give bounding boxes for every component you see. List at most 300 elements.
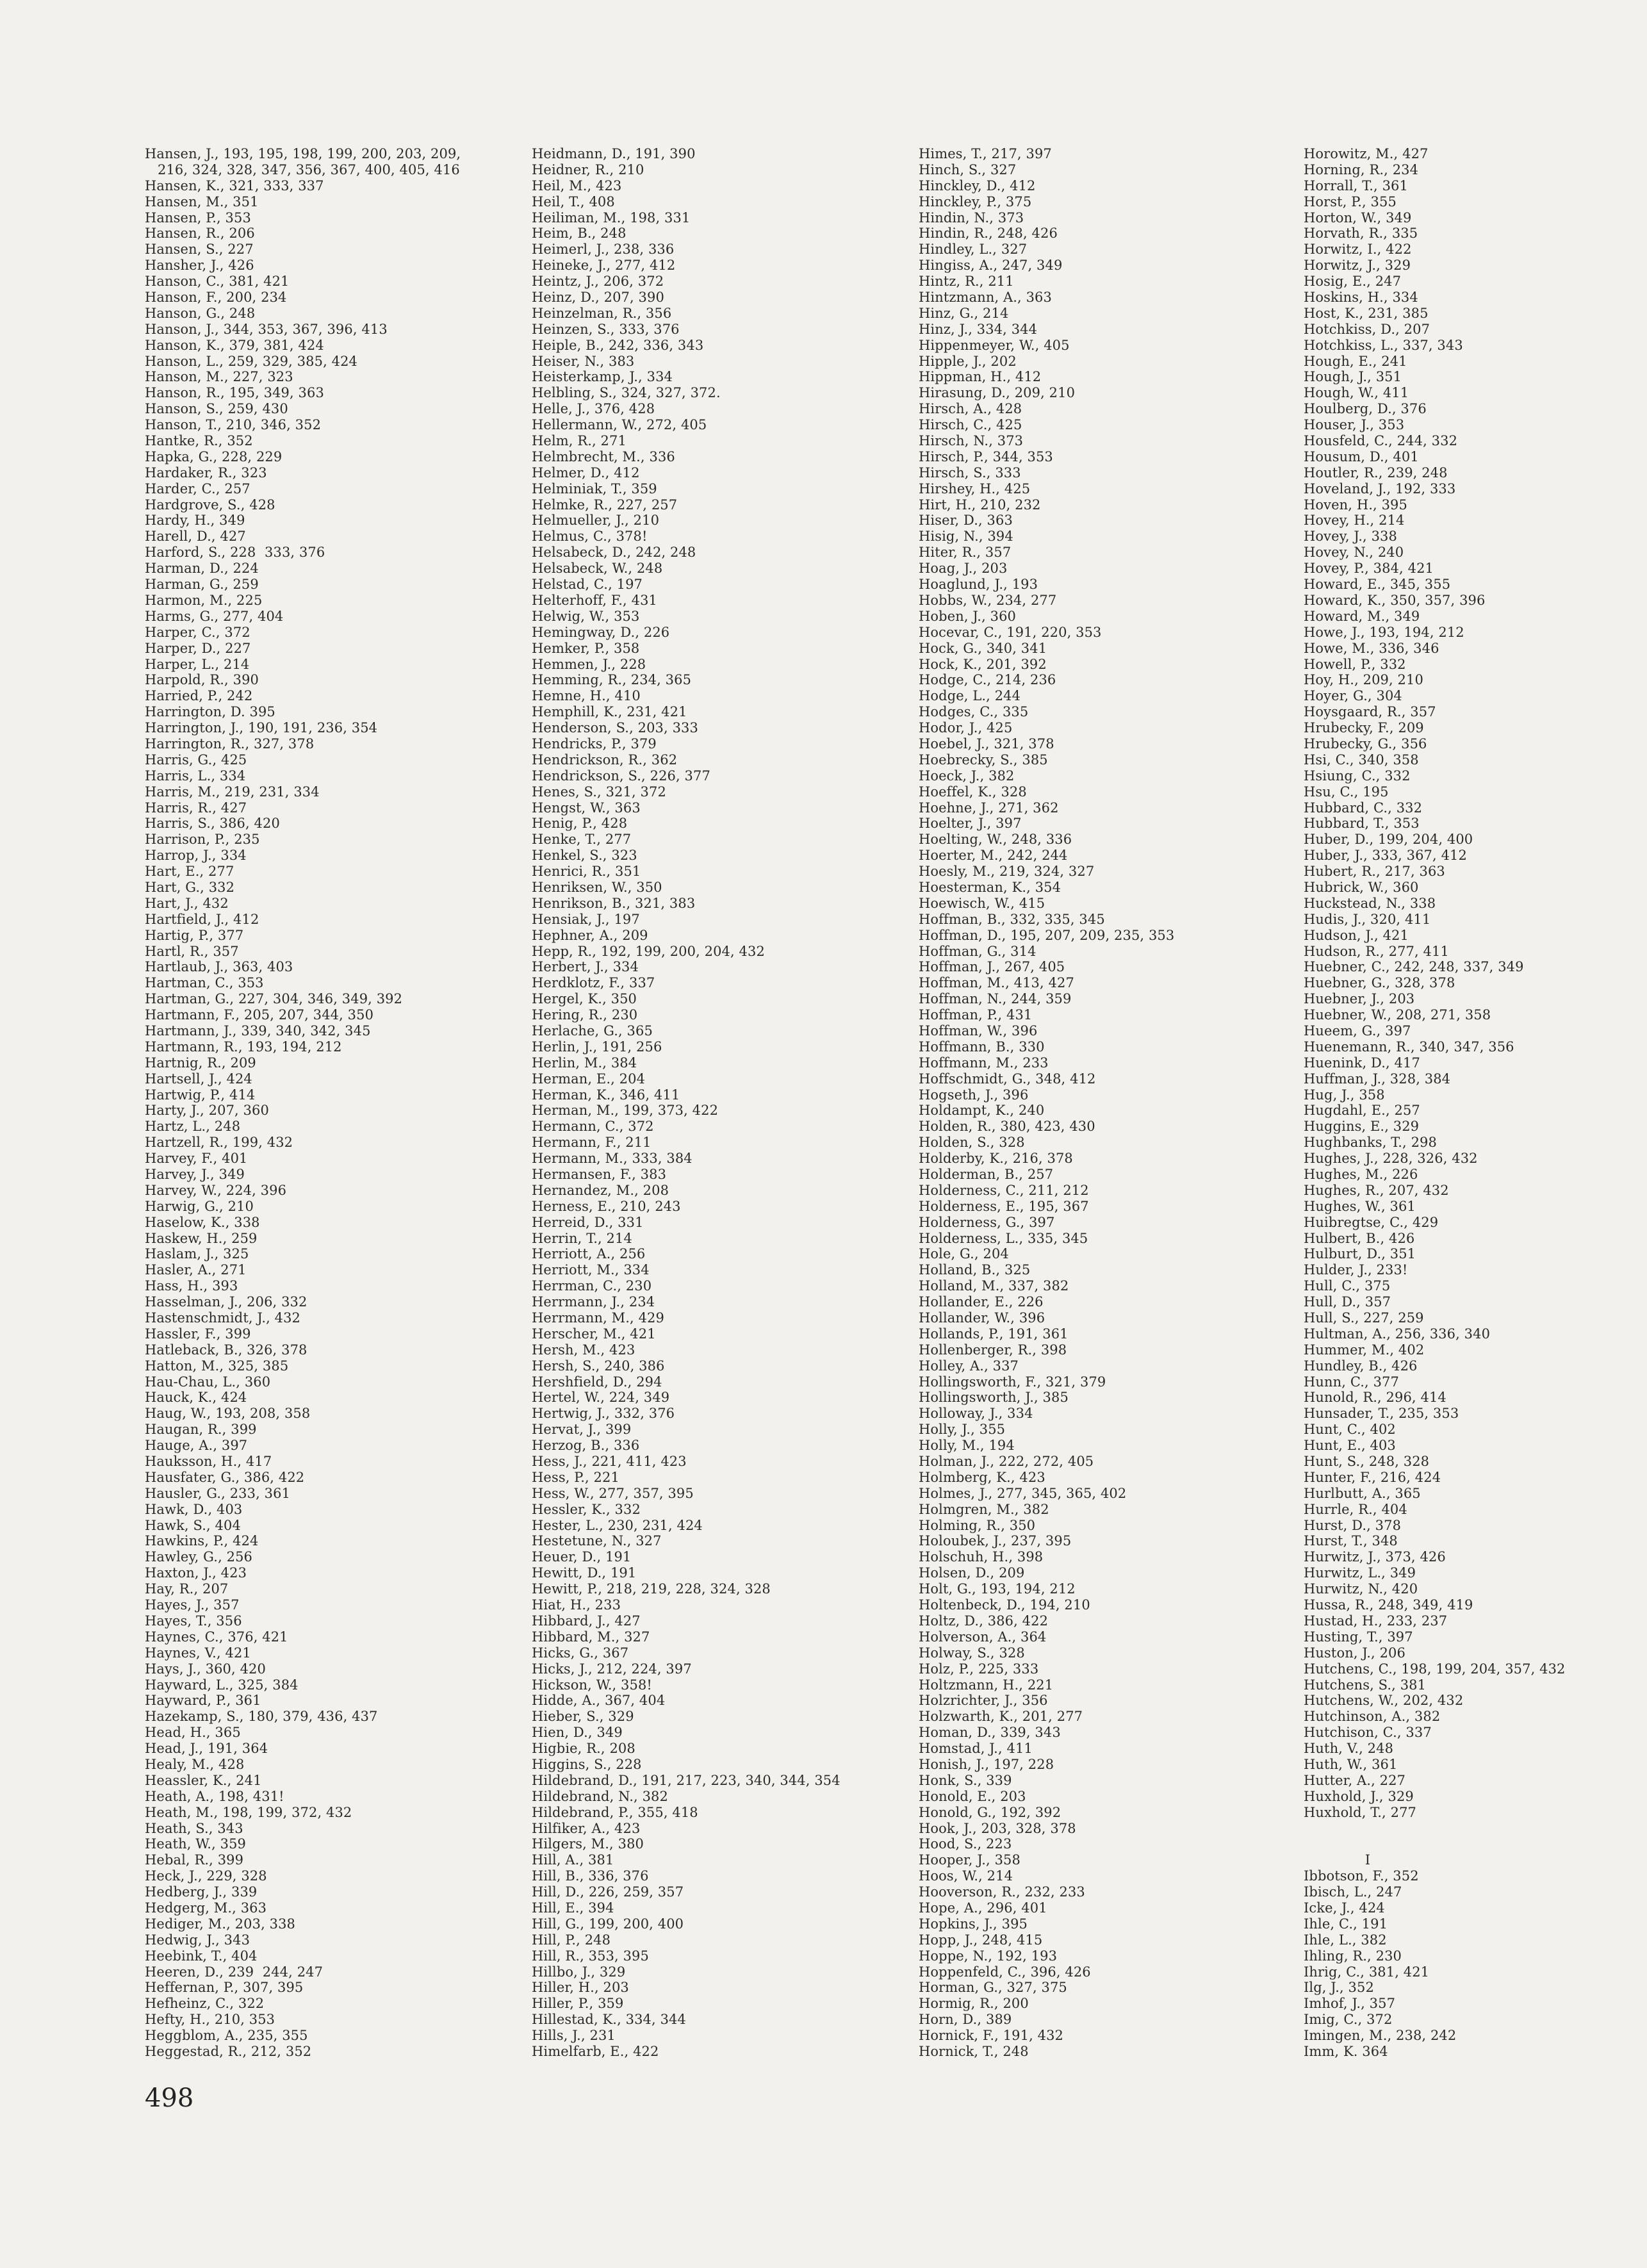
index-entry: Hudson, R., 277, 411	[1304, 943, 1449, 959]
index-entry: Healy, M., 428	[145, 1756, 245, 1772]
index-entry: Harrop, J., 334	[145, 848, 247, 864]
index-entry: Hingiss, A., 247, 349	[919, 258, 1063, 274]
index-entry: Hazekamp, S., 180, 379, 436, 437	[145, 1709, 378, 1725]
index-entry: Hocevar, C., 191, 220, 353	[919, 624, 1102, 640]
index-entry: Hurst, D., 378	[1304, 1517, 1402, 1533]
index-entry: Herlin, J., 191, 256	[532, 1039, 662, 1055]
index-entry: Hartman, C., 353	[145, 975, 264, 991]
index-entry: Horvath, R., 335	[1304, 226, 1418, 242]
index-entry: Hirsch, N., 373	[919, 433, 1024, 449]
index-entry: Hoos, W., 214	[919, 1868, 1013, 1884]
index-entry: Hayes, J., 357	[145, 1597, 240, 1613]
section-letter: I	[1364, 1852, 1371, 1868]
index-entry: Higgins, S., 228	[532, 1756, 642, 1772]
index-entry: Hemker, P., 358	[532, 640, 640, 656]
index-entry: Hoy, H., 209, 210	[1304, 672, 1423, 688]
index-entry: Hulbert, B., 426	[1304, 1230, 1415, 1246]
index-entry: Heck, J., 229, 328	[145, 1868, 267, 1884]
page-number: 498	[145, 2083, 194, 2113]
index-entry: Huenemann, R., 340, 347, 356	[1304, 1039, 1514, 1055]
index-entry: Herscher, M., 421	[532, 1326, 656, 1342]
index-entry: Holly, M., 194	[919, 1438, 1015, 1454]
index-entry: Hummer, M., 402	[1304, 1342, 1425, 1358]
index-column-3	[919, 146, 1174, 2060]
index-entry: Hill, P., 248	[532, 1932, 611, 1948]
index-entry: Hill, G., 199, 200, 400	[532, 1916, 684, 1932]
index-entry: Honk, S., 339	[919, 1772, 1012, 1788]
index-entry: Hefty, H., 210, 353	[145, 2012, 275, 2028]
index-entry: Helmer, D., 412	[532, 464, 640, 481]
index-entry: Hughes, M., 226	[1304, 1167, 1418, 1182]
index-entry: Holmes, J., 277, 345, 365, 402	[919, 1485, 1127, 1501]
index-entry: Hephner, A., 209	[532, 927, 648, 943]
index-entry: Heath, W., 359	[145, 1836, 246, 1852]
index-entry: Hessler, K., 332	[532, 1501, 641, 1517]
index-entry: Holsen, D., 209	[919, 1565, 1025, 1581]
index-entry: Hartmann, R., 193, 194, 212	[145, 1039, 342, 1055]
index-entry: Hunt, S., 248, 328	[1304, 1454, 1430, 1470]
index-entry: Hemingway, D., 226	[532, 624, 670, 640]
index-entry: Harried, P., 242	[145, 688, 253, 704]
index-column-1	[145, 146, 461, 2060]
index-entry: Hinckley, D., 412	[919, 177, 1036, 193]
index-entry: Hefheinz, C., 322	[145, 1996, 265, 2012]
index-entry: Hanson, R., 195, 349, 363	[145, 385, 324, 401]
index-entry: Hoffman, B., 332, 335, 345	[919, 911, 1105, 927]
index-entry: Hunt, E., 403	[1304, 1438, 1396, 1454]
index-entry: Hoben, J., 360	[919, 608, 1016, 624]
index-entry: Himelfarb, E., 422	[532, 2043, 659, 2059]
index-entry: Hulder, J., 233!	[1304, 1262, 1408, 1278]
index-entry: Hollander, E., 226	[919, 1294, 1044, 1310]
index-entry: Hoffman, N., 244, 359	[919, 991, 1072, 1007]
index-entry: Herzog, B., 336	[532, 1438, 640, 1454]
index-entry: Herness, E., 210, 243	[532, 1198, 681, 1214]
index-entry: Hunn, C., 377	[1304, 1374, 1399, 1390]
index-entry: Heinzelman, R., 356	[532, 305, 672, 321]
index-entry: Hapka, G., 228, 229	[145, 448, 283, 464]
index-entry: Huxhold, J., 329	[1304, 1788, 1414, 1804]
index-entry: Holzrichter, J., 356	[919, 1693, 1048, 1709]
index-entry: Hansen, S., 227	[145, 242, 254, 258]
index-entry: Hoffschmidt, G., 348, 412	[919, 1071, 1096, 1087]
index-entry: Hartlaub, J., 363, 403	[145, 959, 293, 975]
index-entry: Hurst, T., 348	[1304, 1533, 1398, 1549]
index-entry: Hoebel, J., 321, 378	[919, 735, 1054, 752]
index-entry: Hosig, E., 247	[1304, 274, 1402, 290]
index-entry: Heath, M., 198, 199, 372, 432	[145, 1804, 352, 1820]
index-entry: Imhof, J., 357	[1304, 1996, 1396, 2012]
index-entry: Helsabeck, W., 248	[532, 561, 663, 577]
index-entry: Heidner, R., 210	[532, 161, 644, 177]
index-entry: Holzwarth, K., 201, 277	[919, 1709, 1083, 1725]
index-entry: Hough, J., 351	[1304, 369, 1402, 385]
index-entry: Hanson, K., 379, 381, 424	[145, 337, 324, 353]
index-entry: Heath, S., 343	[145, 1820, 243, 1836]
index-entry: Holderby, K., 216, 378	[919, 1151, 1073, 1167]
index-entry: Hart, E., 277	[145, 864, 234, 880]
index-entry: Huckstead, N., 338	[1304, 895, 1436, 911]
index-entry: Heuer, D., 191	[532, 1549, 632, 1565]
index-entry: Hotchkiss, D., 207	[1304, 321, 1430, 337]
index-entry: Hugdahl, E., 257	[1304, 1103, 1420, 1119]
index-entry: Hershfield, D., 294	[532, 1374, 662, 1390]
index-entry: Hewitt, D., 191	[532, 1565, 637, 1581]
index-entry: Hedgerg, M., 363	[145, 1900, 267, 1916]
index-entry: Head, H., 365	[145, 1725, 241, 1741]
index-entry: Holverson, A., 364	[919, 1629, 1047, 1645]
index-entry: Hertel, W., 224, 349	[532, 1390, 670, 1406]
index-entry: Hawkins, P., 424	[145, 1533, 259, 1549]
index-entry: Holden, R., 380, 423, 430	[919, 1119, 1095, 1135]
index-entry: Hinckley, P., 375	[919, 193, 1032, 210]
index-entry: Hope, A., 296, 401	[919, 1900, 1047, 1916]
index-entry: Hill, E., 394	[532, 1900, 614, 1916]
index-entry: Hedwig, J., 343	[145, 1932, 250, 1948]
index-entry: Horst, P., 355	[1304, 193, 1397, 210]
index-entry: Heinzen, S., 333, 376	[532, 321, 680, 337]
index-entry: Hayes, T., 356	[145, 1613, 242, 1629]
index-entry: Huxhold, T., 277	[1304, 1804, 1416, 1820]
index-entry: Hansen, K., 321, 333, 337	[145, 177, 324, 193]
index-entry: Heiple, B., 242, 336, 343	[532, 337, 704, 353]
index-entry: Heebink, T., 404	[145, 1948, 258, 1964]
index-entry: Hsu, C., 195	[1304, 784, 1389, 800]
index-entry: Hoppe, N., 192, 193	[919, 1948, 1058, 1964]
index-entry: Hieber, S., 329	[532, 1709, 634, 1725]
index-entry: Harell, D., 427	[145, 529, 246, 545]
index-entry: Horowitz, M., 427	[1304, 146, 1429, 161]
index-entry: Herrmann, J., 234	[532, 1294, 655, 1310]
index-entry: Hoerter, M., 242, 244	[919, 848, 1068, 864]
index-entry: Hoffman, G., 314	[919, 943, 1037, 959]
index-entry: Hintz, R., 211	[919, 274, 1014, 290]
index-entry: Hinz, G., 214	[919, 305, 1009, 321]
index-entry: Heineke, J., 277, 412	[532, 258, 676, 274]
index-entry: Herriott, A., 256	[532, 1246, 646, 1262]
index-entry: Hollingsworth, J., 385	[919, 1390, 1069, 1406]
index-entry: Housum, D., 401	[1304, 448, 1419, 464]
index-entry: Horwitz, I., 422	[1304, 242, 1412, 258]
index-entry: Hiter, R., 357	[919, 545, 1012, 561]
index-entry: Hansen, R., 206	[145, 226, 255, 242]
index-entry: Heimerl, J., 238, 336	[532, 242, 675, 258]
index-entry: Hendricks, P., 379	[532, 735, 657, 752]
index-entry: Hudis, J., 320, 411	[1304, 911, 1431, 927]
index-entry: Heggestad, R., 212, 352	[145, 2043, 312, 2059]
index-entry: Hock, K., 201, 392	[919, 656, 1047, 672]
index-entry: Hughes, R., 207, 432	[1304, 1182, 1449, 1198]
index-entry: Hiller, H., 203	[532, 1980, 629, 1996]
index-entry: Hisig, N., 394	[919, 529, 1013, 545]
index-entry: Heim, B., 248	[532, 226, 627, 242]
spacer	[1304, 1821, 1566, 1837]
spacer	[1304, 1836, 1566, 1852]
index-entry: Herman, E., 204	[532, 1071, 646, 1087]
index-entry: Helmus, C., 378!	[532, 529, 648, 545]
index-entry: Hovey, P., 384, 421	[1304, 561, 1434, 577]
index-entry: Hediger, M., 203, 338	[145, 1916, 295, 1932]
index-entry: Housfeld, C., 244, 332	[1304, 433, 1458, 449]
index-entry: Holley, A., 337	[919, 1358, 1019, 1374]
index-entry: Hoffman, W., 396	[919, 1023, 1038, 1039]
index-entry: Holschuh, H., 398	[919, 1549, 1044, 1565]
index-entry: Huth, V., 248	[1304, 1741, 1394, 1757]
index-entry: Helmbrecht, M., 336	[532, 448, 675, 464]
index-entry: Hogseth, J., 396	[919, 1087, 1029, 1103]
index-entry: Husting, T., 397	[1304, 1629, 1413, 1645]
index-entry: Hengst, W., 363	[532, 800, 641, 816]
index-entry: Heeren, D., 239 244, 247	[145, 1964, 324, 1980]
index-entry: Hoehne, J., 271, 362	[919, 800, 1059, 816]
index-entry: Herman, M., 199, 373, 422	[532, 1103, 719, 1119]
index-entry: Heassler, K., 241	[145, 1772, 262, 1788]
index-entry: Hausler, G., 233, 361	[145, 1485, 291, 1501]
index-entry: Hemming, R., 234, 365	[532, 672, 692, 688]
index-entry: Hollingsworth, F., 321, 379	[919, 1374, 1106, 1390]
index-entry: Huebner, W., 208, 271, 358	[1304, 1007, 1491, 1023]
index-entry: Hoag, J., 203	[919, 561, 1008, 577]
index-entry: Hersh, M., 423	[532, 1342, 635, 1358]
index-entry: Hebal, R., 399	[145, 1852, 244, 1868]
index-entry: Hindin, N., 373	[919, 210, 1024, 226]
index-entry: Hovey, J., 338	[1304, 529, 1397, 545]
index-entry: Ilg, J., 352	[1304, 1980, 1374, 1996]
index-entry: Horman, G., 327, 375	[919, 1980, 1067, 1996]
index-entry: Holland, M., 337, 382	[919, 1278, 1069, 1294]
index-entry: Hinz, J., 334, 344	[919, 321, 1038, 337]
index-entry: Henrici, R., 351	[532, 864, 641, 880]
index-entry: Ihle, C., 191	[1304, 1916, 1388, 1932]
index-entry: Holtzmann, H., 221	[919, 1677, 1054, 1693]
index-entry: Hien, D., 349	[532, 1725, 623, 1741]
index-entry: Helminiak, T., 359	[532, 481, 657, 497]
index-entry: Holloway, J., 334	[919, 1406, 1033, 1422]
index-entry: Holmberg, K., 423	[919, 1469, 1045, 1485]
index-entry: Heffernan, P., 307, 395	[145, 1980, 304, 1996]
index-entry: Hollander, W., 396	[919, 1310, 1045, 1326]
index-entry: Hardaker, R., 323	[145, 464, 267, 481]
index-entry: Hug, J., 358	[1304, 1087, 1385, 1103]
index-entry: Hanson, C., 381, 421	[145, 274, 290, 290]
index-entry: Hays, J., 360, 420	[145, 1661, 266, 1677]
index-entry: Holt, G., 193, 194, 212	[919, 1581, 1076, 1597]
index-entry: Hervat, J., 399	[532, 1422, 632, 1438]
index-entry: Icke, J., 424	[1304, 1900, 1385, 1916]
index-entry: Herreid, D., 331	[532, 1214, 644, 1230]
index-entry: Horwitz, J., 329	[1304, 258, 1411, 274]
index-entry: Hering, R., 230	[532, 1007, 638, 1023]
index-entry: Hardgrove, S., 428	[145, 497, 275, 513]
index-entry: Henriksen, W., 350	[532, 879, 662, 895]
index-entry: Haugan, R., 399	[145, 1422, 257, 1438]
index-entry: Herdklotz, F., 337	[532, 975, 655, 991]
index-entry: Hood, S., 223	[919, 1836, 1012, 1852]
index-entry: Hoffmann, M., 233	[919, 1055, 1049, 1071]
index-entry: Hartsell, J., 424	[145, 1071, 252, 1087]
index-entry: Huebner, C., 242, 248, 337, 349	[1304, 959, 1524, 975]
index-entry: Hanson, S., 259, 430	[145, 401, 288, 417]
index-entry: Hanson, G., 248	[145, 305, 256, 321]
index-entry: Hillbo, J., 329	[532, 1964, 626, 1980]
index-entry: Ihrig, C., 381, 421	[1304, 1964, 1430, 1980]
index-entry: Hormig, R., 200	[919, 1996, 1029, 2012]
index-entry: Hill, B., 336, 376	[532, 1868, 649, 1884]
index-entry: Heiliman, M., 198, 331	[532, 210, 691, 226]
index-entry: Hedberg, J., 339	[145, 1884, 258, 1900]
index-entry: Huibregtse, C., 429	[1304, 1214, 1439, 1230]
index-entry: Hidde, A., 367, 404	[532, 1693, 666, 1709]
index-entry: Hermansen, F., 383	[532, 1167, 667, 1182]
index-entry: Hart, J., 432	[145, 895, 229, 911]
index-entry: Harmon, M., 225	[145, 592, 263, 608]
index-entry: Hollands, P., 191, 361	[919, 1326, 1069, 1342]
index-entry: Hess, P., 221	[532, 1469, 619, 1485]
index-entry: Hirsch, C., 425	[919, 417, 1022, 433]
index-entry: Hanson, J., 344, 353, 367, 396, 413	[145, 321, 388, 337]
index-entry: Houtler, R., 239, 248	[1304, 464, 1448, 481]
index-entry: Howell, P., 332	[1304, 656, 1406, 672]
index-entry: Helle, J., 376, 428	[532, 401, 655, 417]
index-entry: Hoffman, D., 195, 207, 209, 235, 353	[919, 927, 1175, 943]
index-entry: Harpold, R., 390	[145, 672, 259, 688]
index-entry: Hough, W., 411	[1304, 385, 1409, 401]
index-entry: Haskew, H., 259	[145, 1230, 258, 1246]
index-entry: Hasselman, J., 206, 332	[145, 1294, 307, 1310]
index-entry: Howard, E., 345, 355	[1304, 577, 1451, 593]
index-entry: Holderness, E., 195, 367	[919, 1198, 1089, 1214]
index-entry: Hotchkiss, L., 337, 343	[1304, 337, 1463, 353]
index-entry: Herbert, J., 334	[532, 959, 639, 975]
index-entry: Hull, D., 357	[1304, 1294, 1391, 1310]
index-entry: Haselow, K., 338	[145, 1214, 260, 1230]
index-entry: Hess, W., 277, 357, 395	[532, 1485, 694, 1501]
index-entry: Holtenbeck, D., 194, 210	[919, 1597, 1090, 1613]
index-entry: Hurwitz, N., 420	[1304, 1581, 1418, 1597]
index-entry: Hemmen, J., 228	[532, 656, 646, 672]
index-entry: Herrmann, M., 429	[532, 1310, 664, 1326]
index-entry: Hurwitz, J., 373, 426	[1304, 1549, 1446, 1565]
index-entry: Henrikson, B., 321, 383	[532, 895, 696, 911]
index-entry: Hart, G., 332	[145, 879, 235, 895]
index-entry: Herrin, T., 214	[532, 1230, 632, 1246]
index-entry: Hickson, W., 358!	[532, 1677, 652, 1693]
index-entry: Hollenberger, R., 398	[919, 1342, 1067, 1358]
index-entry: Helsabeck, D., 242, 248	[532, 545, 696, 561]
index-entry: Heinz, D., 207, 390	[532, 290, 664, 306]
index-entry: Hayward, P., 361	[145, 1693, 261, 1709]
index-entry: Hartfield, J., 412	[145, 911, 259, 927]
index-entry: Harper, C., 372	[145, 624, 250, 640]
index-entry: Huston, J., 206	[1304, 1645, 1405, 1661]
index-entry: Hubert, R., 217, 363	[1304, 864, 1445, 880]
index-entry: Hock, G., 340, 341	[919, 640, 1047, 656]
index-entry: Hubbard, C., 332	[1304, 800, 1423, 816]
index-column-4	[1304, 146, 1566, 2060]
index-entry: Hirsch, S., 333	[919, 464, 1021, 481]
index-entry: Hildebrand, D., 191, 217, 223, 340, 344, 354	[532, 1772, 840, 1788]
index-entry: Hartnig, R., 209	[145, 1055, 256, 1071]
index-entry: Hill, D., 226, 259, 357	[532, 1884, 684, 1900]
index-entry: Henig, P., 428	[532, 816, 628, 832]
index-entry: Hicks, G., 367	[532, 1645, 629, 1661]
index-entry: Hansher, J., 426	[145, 258, 254, 274]
index-entry: Hutchens, C., 198, 199, 204, 357, 432	[1304, 1661, 1566, 1677]
index-entry: Holmgren, M., 382	[919, 1501, 1049, 1517]
index-entry: Hrubecky, F., 209	[1304, 720, 1424, 736]
index-entry: Helbling, S., 324, 327, 372.	[532, 385, 721, 401]
index-entry: Heintz, J., 206, 372	[532, 274, 664, 290]
index-entry: Harris, S., 386, 420	[145, 816, 280, 832]
index-entry: Hirshey, H., 425	[919, 481, 1031, 497]
index-entry: Hodge, C., 214, 236	[919, 672, 1056, 688]
index-entry: Harrington, J., 190, 191, 236, 354	[145, 720, 378, 736]
index-entry: Hartman, G., 227, 304, 346, 349, 392	[145, 991, 403, 1007]
index-entry: Howe, M., 336, 346	[1304, 640, 1439, 656]
index-entry: Harman, G., 259	[145, 577, 259, 593]
index-entry: Hunter, F., 216, 424	[1304, 1469, 1441, 1485]
index-entry: Hughbanks, T., 298	[1304, 1135, 1437, 1151]
index-entry: Helmueller, J., 210	[532, 513, 660, 529]
index-entry: Harper, D., 227	[145, 640, 251, 656]
index-entry: Henes, S., 321, 372	[532, 784, 666, 800]
index-entry: Hibbard, J., 427	[532, 1613, 641, 1629]
index-entry: Hayward, L., 325, 384	[145, 1677, 299, 1693]
index-entry: Hutchens, S., 381	[1304, 1677, 1427, 1693]
index-entry: Hermann, C., 372	[532, 1119, 654, 1135]
index-entry: Hook, J., 203, 328, 378	[919, 1820, 1076, 1836]
index-entry: Hansen, J., 193, 195, 198, 199, 200, 203, 209,	[145, 146, 461, 161]
index-entry: Hiller, P., 359	[532, 1996, 624, 2012]
index-entry: Hrubecky, G., 356	[1304, 735, 1427, 752]
index-entry: Houlberg, D., 376	[1304, 401, 1427, 417]
index-column-2	[532, 146, 840, 2060]
index-entry: Hartzell, R., 199, 432	[145, 1135, 293, 1151]
index-entry: Hoffman, P., 431	[919, 1007, 1033, 1023]
index-entry: Hay, R., 207	[145, 1581, 229, 1597]
index-entry: Hill, A., 381	[532, 1852, 614, 1868]
index-entry: Hudson, J., 421	[1304, 927, 1409, 943]
index-entry: Hester, L., 230, 231, 424	[532, 1517, 703, 1533]
index-entry: Ibbotson, F., 352	[1304, 1868, 1419, 1884]
index-entry: Hunt, C., 402	[1304, 1422, 1396, 1438]
index-entry: Higbie, R., 208	[532, 1741, 635, 1757]
index-entry: Honish, J., 197, 228	[919, 1756, 1054, 1772]
index-entry: Hultman, A., 256, 336, 340	[1304, 1326, 1491, 1342]
index-entry: Herriott, M., 334	[532, 1262, 650, 1278]
index-entry: Helm, R., 271	[532, 433, 627, 449]
index-entry: Hunold, R., 296, 414	[1304, 1390, 1446, 1406]
index-entry: Homan, D., 339, 343	[919, 1725, 1061, 1741]
index-entry: Hartig, P., 377	[145, 927, 244, 943]
index-entry: Hipple, J., 202	[919, 353, 1017, 369]
index-entry: Henderson, S., 203, 333	[532, 720, 698, 736]
index-entry: Helmke, R., 227, 257	[532, 497, 678, 513]
index-entry: Holtz, D., 386, 422	[919, 1613, 1049, 1629]
index-entry: Hawk, S., 404	[145, 1517, 241, 1533]
index-entry: Hurwitz, L., 349	[1304, 1565, 1416, 1581]
index-entry: Hass, H., 393	[145, 1278, 238, 1294]
index-entry: Hicks, J., 212, 224, 397	[532, 1661, 692, 1677]
index-entry: Huggins, E., 329	[1304, 1119, 1420, 1135]
index-entry: Houser, J., 353	[1304, 417, 1405, 433]
index-entry: Harwig, G., 210	[145, 1198, 254, 1214]
index-entry: Himes, T., 217, 397	[919, 146, 1052, 161]
index-entry: Holden, S., 328	[919, 1135, 1025, 1151]
index-entry: Homstad, J., 411	[919, 1741, 1033, 1757]
index-entry: Huebner, G., 328, 378	[1304, 975, 1455, 991]
index-entry: Hoewisch, W., 415	[919, 895, 1045, 911]
